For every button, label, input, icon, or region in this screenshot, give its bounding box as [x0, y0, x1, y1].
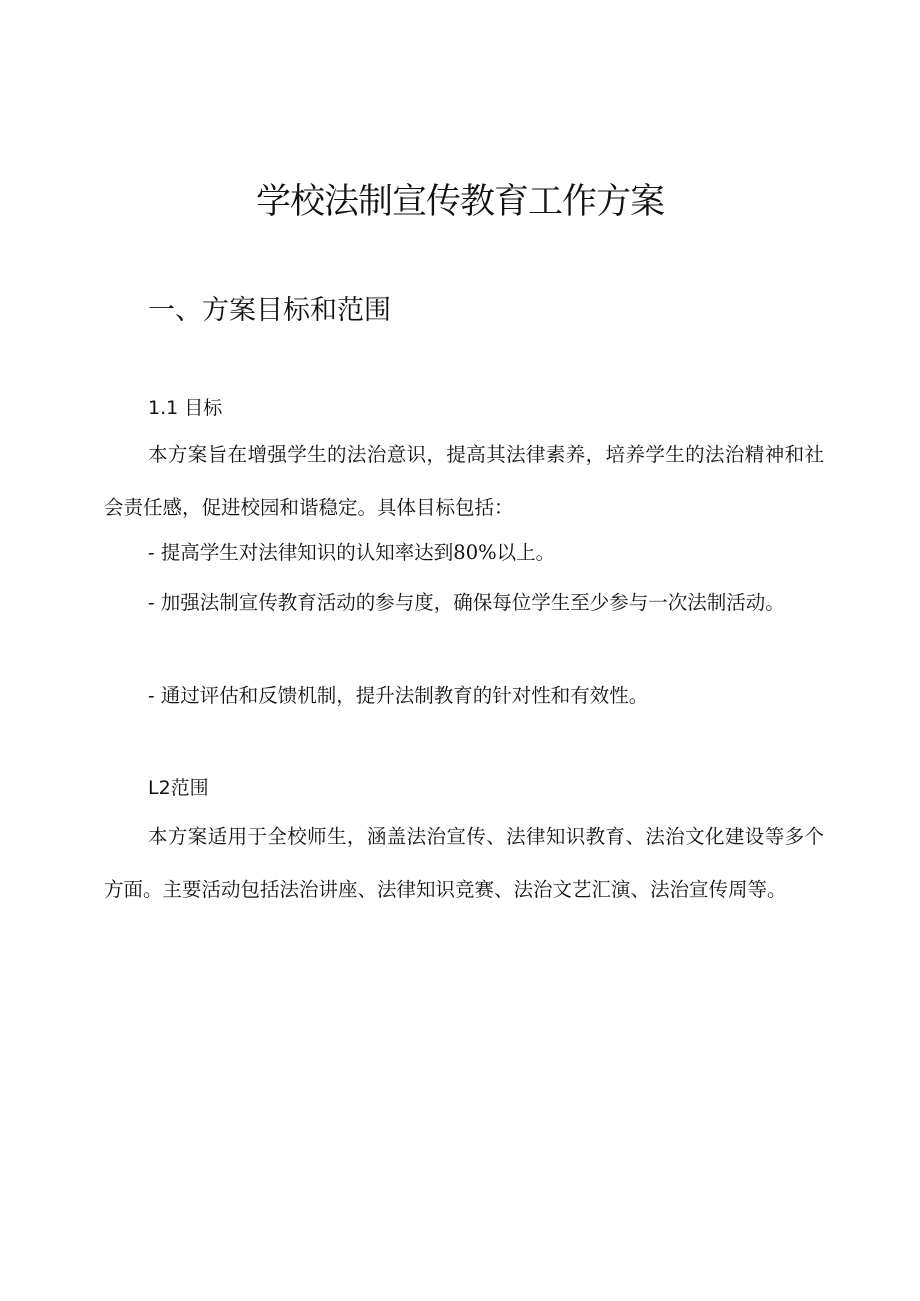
- goal-bullet-1: - 提高学生对法律知识的认知率达到80%以上。: [148, 541, 556, 564]
- scope-paragraph: 本方案适用于全校师生，涵盖法治宣传、法律知识教育、法治文化建设等多个方面。主要活动包括法治讲座、法律知识竞赛、法治文艺汇演、法治宣传周等。: [104, 825, 824, 901]
- goals-paragraph: 本方案旨在增强学生的法治意识，提高其法律素养，培养学生的法治精神和社会责任感，促进校园和谐稳定。具体目标包括：: [104, 443, 824, 519]
- goal-bullet-2: - 加强法制宣传教育活动的参与度，确保每位学生至少参与一次法制活动。: [148, 591, 785, 614]
- section-heading-goals-scope: 一、方案目标和范围: [148, 295, 391, 326]
- subsection-heading-goals: 1.1 目标: [148, 397, 223, 419]
- goal-bullet-3: - 通过评估和反馈机制，提升法制教育的针对性和有效性。: [148, 684, 649, 707]
- subsection-heading-scope: L2范围: [148, 777, 209, 799]
- document-title: 学校法制宣传教育工作方案: [255, 182, 664, 222]
